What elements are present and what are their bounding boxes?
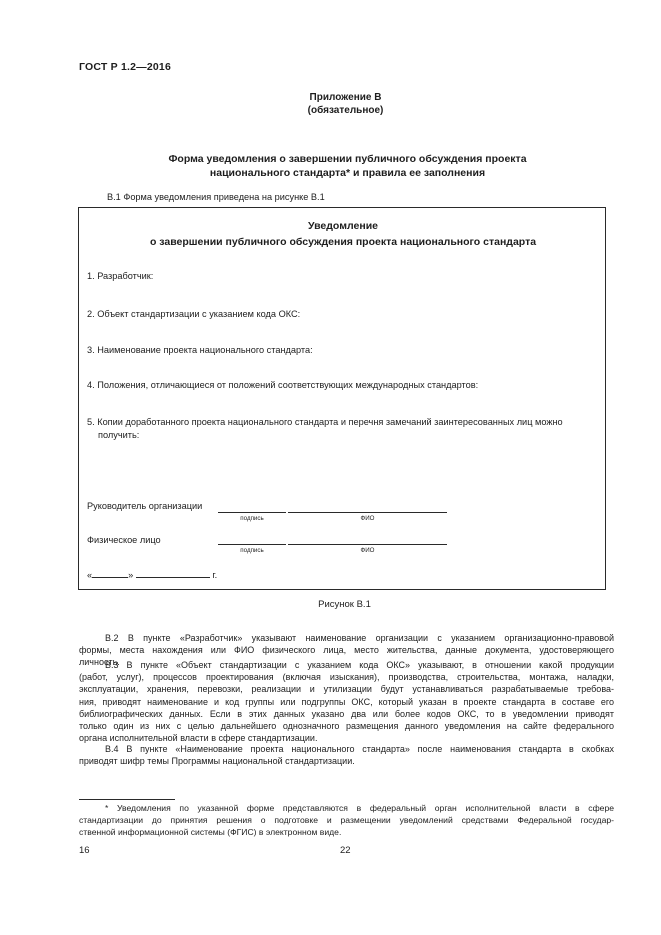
paragraph-line: В.4 В пункте «Наименование проекта национального стандарта» после наименования стандарта в скобках — [105, 744, 614, 754]
signature-line-head — [218, 512, 286, 513]
form-item-developer: 1. Разработчик: — [87, 271, 154, 281]
form-item-copies-continued: получить: — [98, 430, 140, 440]
name-caption-head: ФИО — [360, 515, 375, 522]
form-item-differing-provisions: 4. Положения, отличающиеся от положений соответствующих международных стандартов: — [87, 380, 479, 390]
date-year-suffix: г. — [212, 570, 218, 580]
date-open-quote: « — [87, 570, 93, 580]
standard-code: ГОСТ Р 1.2—2016 — [79, 61, 172, 73]
annex-title: Приложение В — [309, 92, 382, 103]
date-month-blank — [136, 568, 210, 578]
footnote-line: ственной информационной системы (ФГИС) в электронном виде. — [79, 826, 342, 837]
date-close-quote: » — [128, 570, 134, 580]
paragraph-line: приводят шифр темы Программы национальной стандартизации. — [79, 756, 355, 767]
footnote-line: стандартизации до принятия решения о подготовке и размещении уведомлений средствами Федеральной государ- — [79, 814, 614, 825]
paragraph-b3 — [79, 659, 614, 744]
footnote — [79, 803, 614, 838]
paragraph-line: В.3 В пункте «Объект стандартизации с указанием кода ОКС» указывают, в отношении какой продукции — [105, 660, 614, 670]
form-item-draft-name: 3. Наименование проекта национального стандарта: — [87, 345, 313, 355]
paragraph-line: формы, места нахождения или ФИО физического лица, место жительства, данные документа, удостоверяющего — [79, 645, 614, 656]
paragraph-line: органа исполнительной власти в сфере стандартизации. — [79, 733, 318, 744]
paragraph-b4 — [79, 743, 614, 767]
name-line-head — [288, 512, 447, 513]
paragraph-line: ния, приводят наименование и код группы или подгруппы ОКС, который указан в проекте стандарта в составе его — [79, 696, 614, 707]
paragraph-line: личность. — [79, 657, 120, 668]
intro-paragraph: В.1 Форма уведомления приведена на рисунке В.1 — [107, 192, 325, 202]
signature-caption-head: подпись — [240, 515, 264, 522]
signature-label-individual: Физическое лицо — [87, 535, 161, 545]
signature-label-head: Руководитель организации — [87, 501, 203, 511]
form-subheading: о завершении публичного обсуждения проекта национального стандарта — [149, 236, 537, 248]
name-line-individual — [288, 544, 447, 545]
paragraph-line: В.2 В пункте «Разработчик» указывают наименование организации с указанием организационно-правовой — [105, 633, 614, 643]
footnote-rule — [79, 799, 175, 800]
name-caption-individual: ФИО — [360, 547, 375, 554]
form-item-standardization-object: 2. Объект стандартизации с указанием кода ОКС: — [87, 309, 301, 319]
paragraph-line: (работ, услуг), процессов проектирования (включая изыскания), производства, строительства, монтажа, наладки, — [79, 672, 614, 683]
page-number-center: 22 — [340, 845, 351, 856]
page-number-left: 16 — [79, 845, 90, 856]
form-item-copies: 5. Копии доработанного проекта национального стандарта и перечня замечаний заинтересованных лиц можно — [87, 417, 563, 427]
footnote-line: * Уведомления по указанной форме представляются в федеральный орган исполнительной власти в сфере — [105, 803, 614, 813]
section-title-line-1: Форма уведомления о завершении публичного обсуждения проекта — [168, 153, 527, 165]
paragraph-line: библиографических данных. Если в этих данных указано два или более кодов ОКС, то в уведомлении приводят — [79, 708, 614, 719]
form-heading: Уведомление — [307, 220, 378, 232]
date-row — [87, 568, 217, 580]
paragraph-line: только один из них с целью дальнейшего однозначного размещения данного уведомления на сайте федерального — [79, 721, 614, 732]
signature-caption-individual: подпись — [240, 547, 264, 554]
notification-form-figure — [78, 207, 606, 590]
section-title-line-2: национального стандарта* и правила ее заполнения — [209, 167, 486, 179]
annex-status: (обязательное) — [307, 105, 384, 116]
figure-caption: Рисунок В.1 — [318, 599, 371, 610]
date-day-blank — [92, 568, 128, 578]
paragraph-line: эксплуатации, хранения, перевозки, реализации и утилизации будут устанавливаться разрабатываемые требова- — [79, 684, 614, 695]
signature-line-individual — [218, 544, 286, 545]
